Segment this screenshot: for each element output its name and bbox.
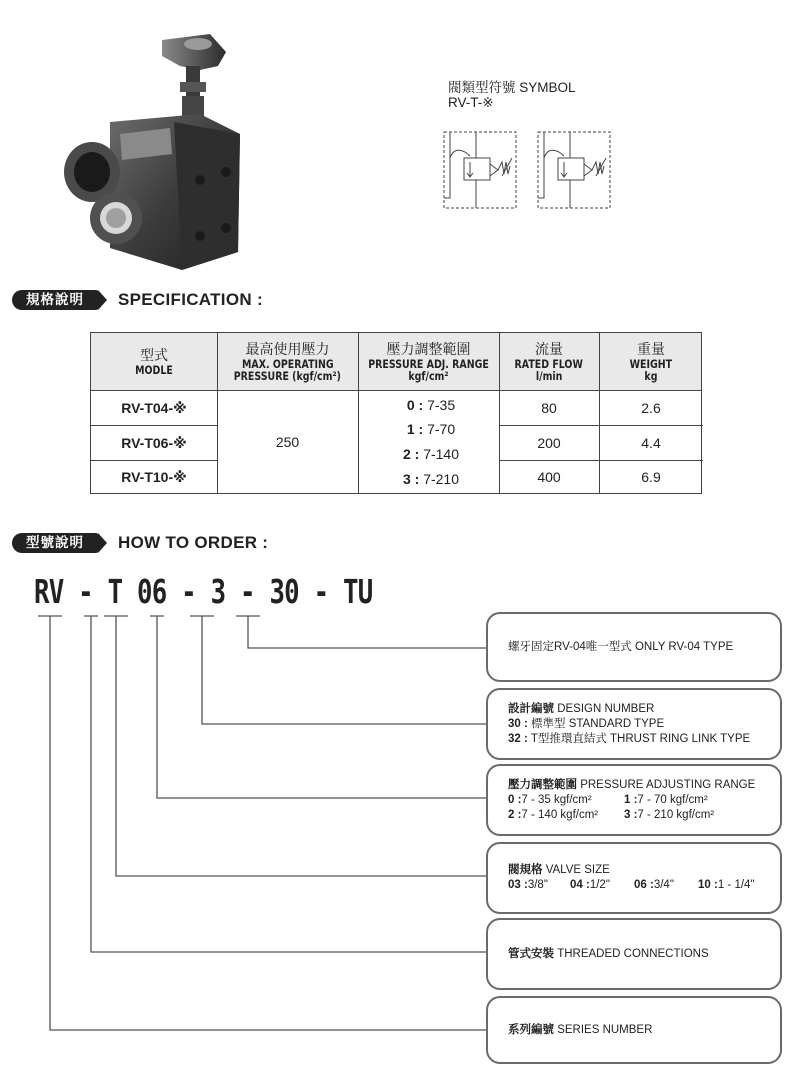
spec-table: [90, 332, 702, 494]
order-title: HOW TO ORDER :: [118, 533, 269, 552]
col-header-max-pressure: 最高使用壓力 MAX. OPERATING PRESSURE (kgf/cm²): [233, 340, 342, 384]
symbol-variant-2: [538, 132, 610, 208]
col-header-flow: 流量 RATED FLOW l/min: [514, 340, 584, 384]
row-weight-3: 6.9: [641, 469, 661, 485]
row-flow-2: 200: [537, 435, 561, 451]
spec-badge: 規格說明: [12, 290, 98, 310]
spec-title: SPECIFICATION :: [118, 290, 263, 309]
box-valve-size: 閥規格 VALVE SIZE 03 :3/8" 04 :1/2" 06 :3/4" 10 :1 - 1/4": [486, 842, 782, 914]
symbol-variant-1: [444, 132, 516, 208]
order-code: RV - T 06 - 3 - 30 - TU: [34, 572, 373, 611]
box-pressure-range: 壓力調整範圍 PRESSURE ADJUSTING RANGE 0 :7 - 35 kgf/cm² 1 :7 - 70 kgf/cm² 2 :7 - 140 kgf/cm² 3 :7 - 210 kgf/cm²: [486, 764, 782, 836]
row-model-1: RV-T04-※: [121, 399, 187, 416]
symbol-model: RV-T-※: [448, 95, 494, 110]
valve-product-photo: [50, 22, 270, 272]
box-series-number: 系列編號 SERIES NUMBER: [486, 996, 782, 1064]
row-flow-1: 80: [541, 400, 557, 416]
box-threaded-connections: 管式安裝 THREADED CONNECTIONS: [486, 918, 782, 990]
row-weight-2: 4.4: [641, 435, 661, 451]
max-pressure-value: 250: [275, 434, 300, 450]
col-header-model: 型式 MODLE: [135, 346, 173, 378]
symbol-title: 閥類型符號 SYMBOL: [448, 80, 576, 95]
range-2: 2 : 7-140: [402, 446, 460, 462]
hydraulic-symbol-diagram: [440, 128, 620, 214]
col-header-pressure-range: 壓力調整範圍 PRESSURE ADJ. RANGE kgf/cm²: [368, 340, 489, 384]
box-design-number: 設計編號 DESIGN NUMBER 30 : 標準型 STANDARD TYPE 32 : T型推環直結式 THRUST RING LINK TYPE: [486, 688, 782, 760]
row-flow-3: 400: [537, 469, 561, 485]
row-model-3: RV-T10-※: [121, 468, 187, 485]
range-3: 3 : 7-210: [402, 471, 460, 487]
range-0: 0 : 7-35: [406, 397, 456, 413]
box-tu-type: 螺牙固定RV-04唯一型式 ONLY RV-04 TYPE: [486, 612, 782, 682]
col-header-weight: 重量 WEIGHT kg: [629, 340, 673, 384]
row-weight-1: 2.6: [641, 400, 661, 416]
range-1: 1 : 7-70: [406, 421, 456, 437]
row-model-2: RV-T06-※: [121, 434, 187, 451]
order-section-header: [12, 533, 268, 553]
spec-section-header: [12, 290, 263, 310]
order-badge: 型號說明: [12, 533, 98, 553]
